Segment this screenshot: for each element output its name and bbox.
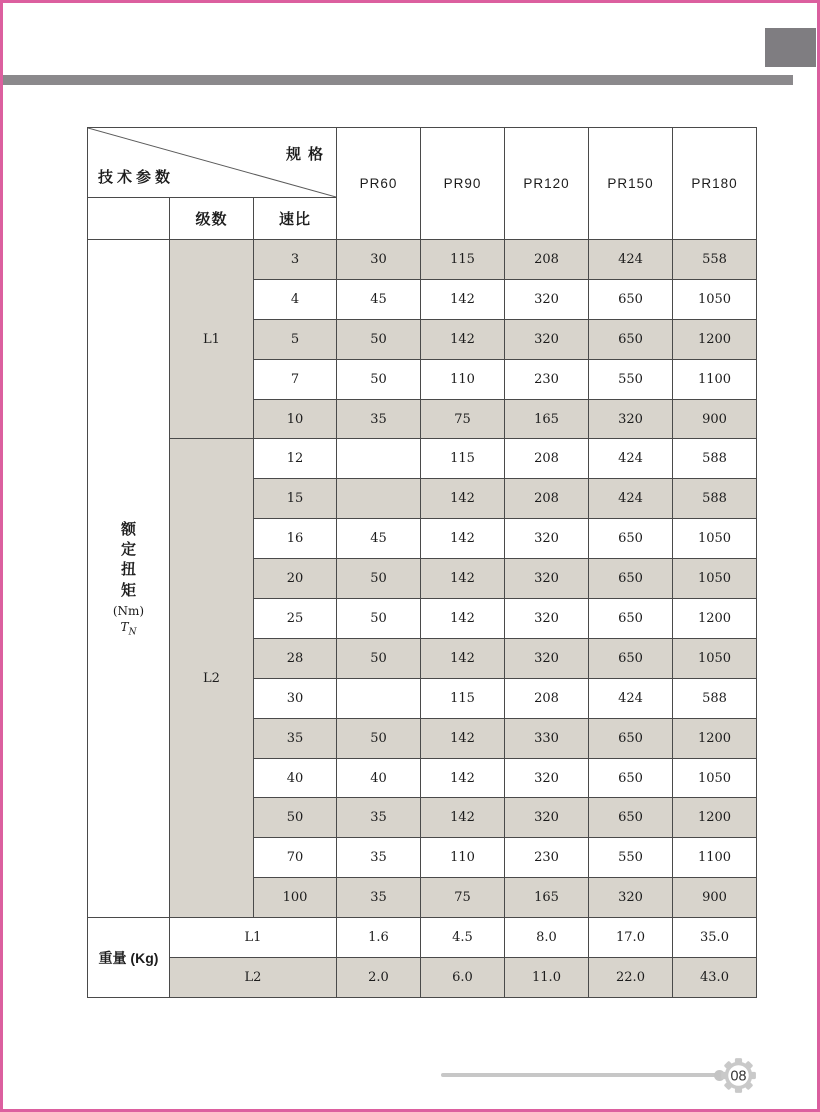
value-cell: 1050	[673, 638, 757, 678]
value-cell: 550	[589, 359, 673, 399]
value-cell: 424	[589, 439, 673, 479]
value-cell: 142	[421, 479, 505, 519]
stage-header: 级数	[170, 198, 254, 240]
value-cell: 208	[505, 678, 589, 718]
value-cell: 75	[421, 878, 505, 918]
ratio-cell: 20	[254, 559, 337, 599]
value-cell: 35	[337, 838, 421, 878]
value-cell: 142	[421, 638, 505, 678]
weight-row	[88, 958, 757, 998]
value-cell: 230	[505, 838, 589, 878]
tech-params-label: 技术参数	[98, 169, 175, 186]
value-cell: 320	[505, 758, 589, 798]
value-cell: 115	[421, 678, 505, 718]
value-cell: 142	[421, 718, 505, 758]
weight-stage-cell: L1	[170, 918, 337, 958]
value-cell: 50	[337, 718, 421, 758]
value-cell: 230	[505, 359, 589, 399]
value-cell: 588	[673, 439, 757, 479]
value-cell: 1100	[673, 359, 757, 399]
value-cell: 40	[337, 758, 421, 798]
torque-label: 额定扭矩	[120, 520, 136, 599]
value-cell: 550	[589, 838, 673, 878]
torque-label-group	[88, 520, 169, 637]
value-cell: 45	[337, 279, 421, 319]
footer-rule	[441, 1073, 719, 1077]
value-cell: 1050	[673, 559, 757, 599]
value-cell: 650	[589, 638, 673, 678]
weight-value-cell: 8.0	[505, 918, 589, 958]
value-cell: 424	[589, 240, 673, 280]
value-cell: 320	[505, 599, 589, 639]
weight-row	[88, 918, 757, 958]
value-cell: 650	[589, 718, 673, 758]
value-cell: 50	[337, 359, 421, 399]
value-cell: 75	[421, 399, 505, 439]
value-cell: 35	[337, 798, 421, 838]
value-cell: 320	[505, 798, 589, 838]
value-cell: 50	[337, 599, 421, 639]
value-cell: 650	[589, 599, 673, 639]
value-cell: 45	[337, 519, 421, 559]
corner-header-cell	[88, 128, 337, 198]
spec-table	[87, 127, 757, 998]
stage-cell-l2: L2	[170, 439, 254, 918]
weight-value-cell: 6.0	[421, 958, 505, 998]
value-cell	[337, 479, 421, 519]
value-cell	[337, 439, 421, 479]
header-row	[88, 128, 757, 198]
value-cell: 142	[421, 758, 505, 798]
value-cell: 30	[337, 240, 421, 280]
stage-cell-l1: L1	[170, 240, 254, 439]
value-cell: 320	[505, 638, 589, 678]
value-cell: 320	[589, 399, 673, 439]
col-header-pr90: PR90	[421, 128, 505, 240]
empty-header-cell	[88, 198, 170, 240]
ratio-cell: 15	[254, 479, 337, 519]
ratio-cell: 12	[254, 439, 337, 479]
value-cell: 1200	[673, 718, 757, 758]
value-cell: 50	[337, 319, 421, 359]
value-cell: 1200	[673, 319, 757, 359]
ratio-cell: 16	[254, 519, 337, 559]
weight-value-cell: 1.6	[337, 918, 421, 958]
col-header-pr150: PR150	[589, 128, 673, 240]
ratio-cell: 5	[254, 319, 337, 359]
weight-label-cell: 重量 (Kg)	[88, 918, 170, 998]
value-cell: 320	[589, 878, 673, 918]
page-number: 08	[730, 1068, 747, 1085]
torque-row	[88, 439, 757, 479]
col-header-pr60: PR60	[337, 128, 421, 240]
value-cell: 50	[337, 638, 421, 678]
value-cell: 650	[589, 279, 673, 319]
value-cell: 1200	[673, 798, 757, 838]
value-cell: 208	[505, 240, 589, 280]
value-cell: 650	[589, 519, 673, 559]
value-cell: 650	[589, 559, 673, 599]
gear-icon	[718, 1055, 759, 1096]
weight-value-cell: 11.0	[505, 958, 589, 998]
value-cell: 110	[421, 838, 505, 878]
value-cell: 650	[589, 758, 673, 798]
value-cell: 142	[421, 559, 505, 599]
value-cell: 35	[337, 878, 421, 918]
value-cell: 35	[337, 399, 421, 439]
header-corner-block	[765, 28, 816, 67]
ratio-cell: 40	[254, 758, 337, 798]
value-cell: 320	[505, 559, 589, 599]
weight-value-cell: 17.0	[589, 918, 673, 958]
torque-unit-label: (Nm)	[112, 603, 145, 618]
value-cell	[337, 678, 421, 718]
weight-value-cell: 4.5	[421, 918, 505, 958]
weight-value-cell: 22.0	[589, 958, 673, 998]
value-cell: 650	[589, 798, 673, 838]
weight-stage-cell: L2	[170, 958, 337, 998]
value-cell: 424	[589, 479, 673, 519]
value-cell: 320	[505, 519, 589, 559]
value-cell: 50	[337, 559, 421, 599]
ratio-cell: 100	[254, 878, 337, 918]
value-cell: 424	[589, 678, 673, 718]
value-cell: 558	[673, 240, 757, 280]
value-cell: 165	[505, 878, 589, 918]
weight-value-cell: 43.0	[673, 958, 757, 998]
ratio-cell: 35	[254, 718, 337, 758]
value-cell: 142	[421, 279, 505, 319]
ratio-cell: 4	[254, 279, 337, 319]
value-cell: 115	[421, 439, 505, 479]
value-cell: 1200	[673, 599, 757, 639]
ratio-cell: 10	[254, 399, 337, 439]
value-cell: 142	[421, 798, 505, 838]
value-cell: 650	[589, 319, 673, 359]
value-cell: 320	[505, 319, 589, 359]
value-cell: 1100	[673, 838, 757, 878]
col-header-pr120: PR120	[505, 128, 589, 240]
value-cell: 142	[421, 319, 505, 359]
ratio-cell: 7	[254, 359, 337, 399]
value-cell: 1050	[673, 519, 757, 559]
value-cell: 330	[505, 718, 589, 758]
ratio-cell: 50	[254, 798, 337, 838]
spec-header-label: 规格	[285, 146, 330, 163]
ratio-cell: 3	[254, 240, 337, 280]
value-cell: 900	[673, 399, 757, 439]
ratio-cell: 28	[254, 638, 337, 678]
value-cell: 1050	[673, 279, 757, 319]
value-cell: 142	[421, 599, 505, 639]
torque-label-cell	[88, 240, 170, 918]
value-cell: 208	[505, 479, 589, 519]
weight-value-cell: 2.0	[337, 958, 421, 998]
value-cell: 142	[421, 519, 505, 559]
value-cell: 320	[505, 279, 589, 319]
col-header-pr180: PR180	[673, 128, 757, 240]
value-cell: 208	[505, 439, 589, 479]
ratio-cell: 25	[254, 599, 337, 639]
header-bar	[3, 75, 793, 85]
torque-row	[88, 240, 757, 280]
ratio-header: 速比	[254, 198, 337, 240]
value-cell: 110	[421, 359, 505, 399]
ratio-cell: 30	[254, 678, 337, 718]
torque-symbol: $T_N$	[120, 619, 137, 638]
value-cell: 165	[505, 399, 589, 439]
ratio-cell: 70	[254, 838, 337, 878]
value-cell: 115	[421, 240, 505, 280]
value-cell: 1050	[673, 758, 757, 798]
value-cell: 588	[673, 479, 757, 519]
value-cell: 588	[673, 678, 757, 718]
weight-value-cell: 35.0	[673, 918, 757, 958]
value-cell: 900	[673, 878, 757, 918]
